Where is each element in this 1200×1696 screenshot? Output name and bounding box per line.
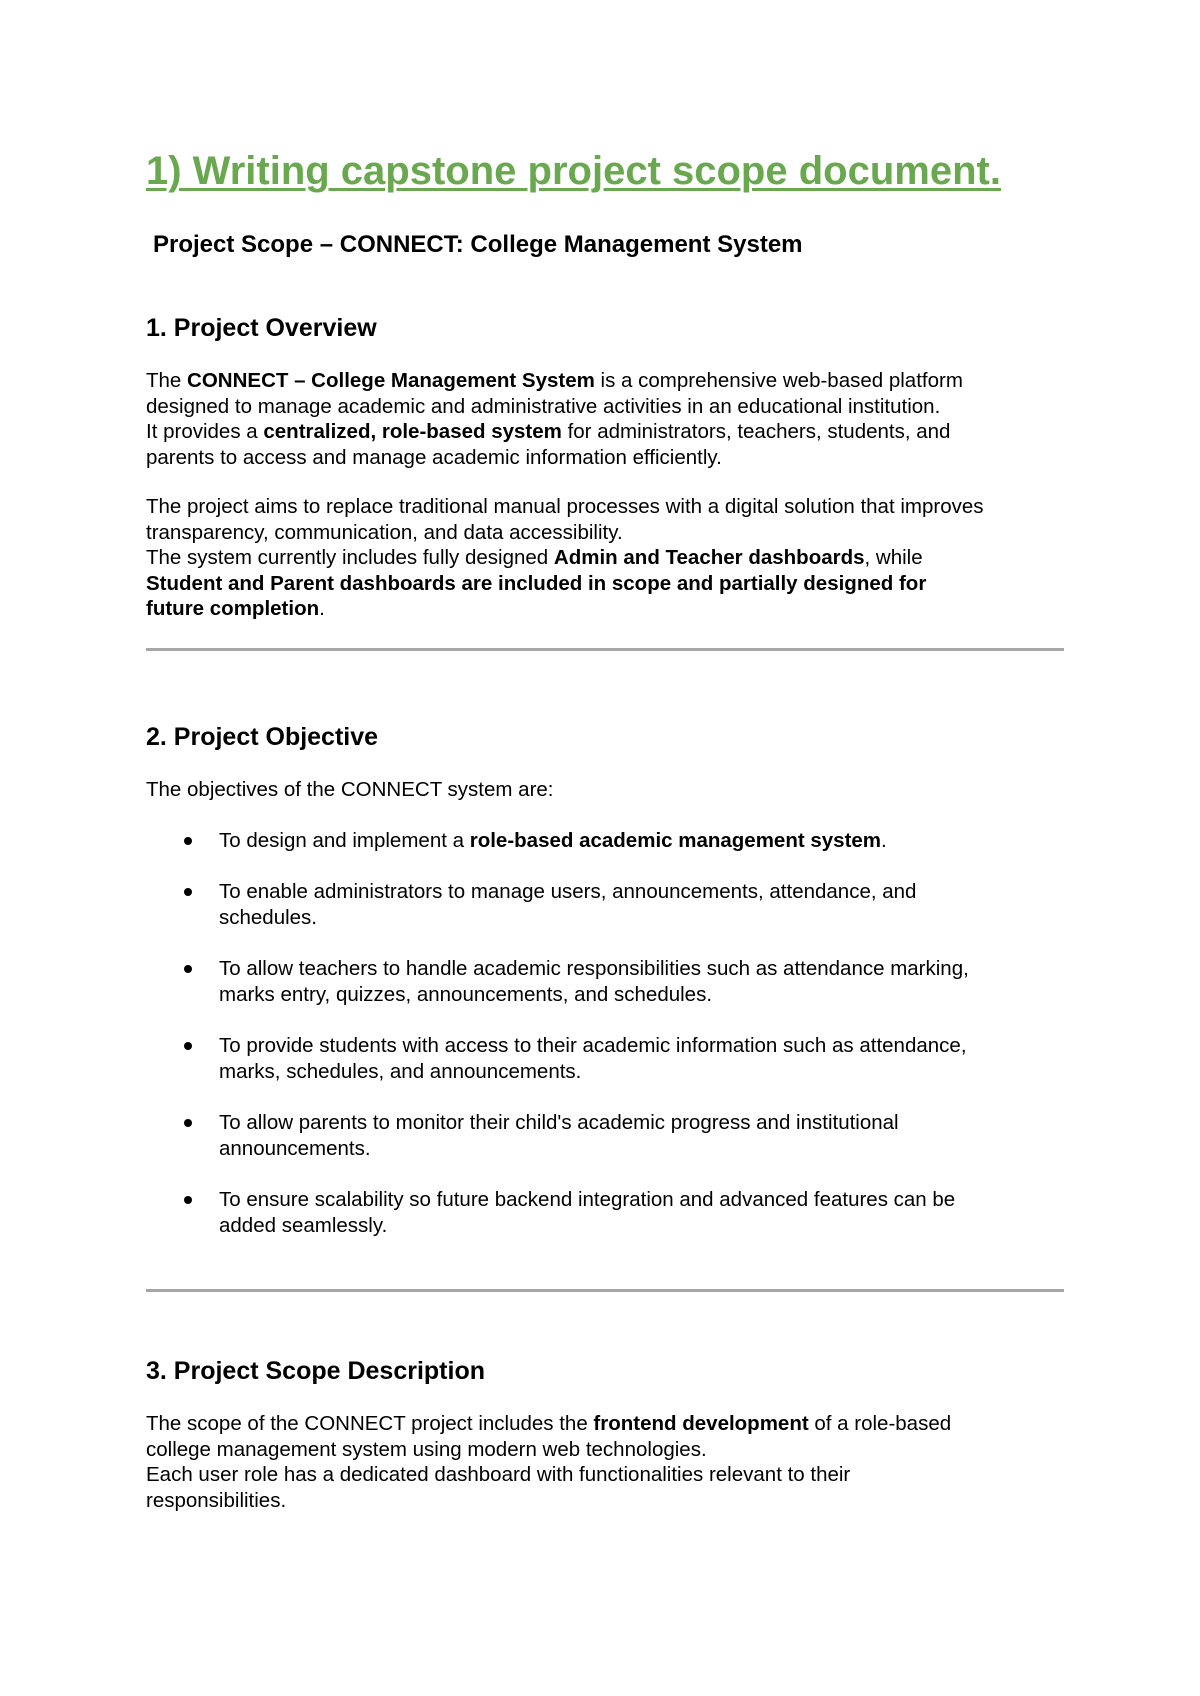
objective-intro: The objectives of the CONNECT system are:	[146, 778, 554, 801]
bullet-icon	[184, 888, 192, 896]
overview-paragraph-1	[146, 368, 1066, 470]
text-line: transparency, communication, and data accessibility.	[146, 520, 623, 544]
text-line: added seamlessly.	[219, 1213, 388, 1237]
text-line: marks, schedules, and announcements.	[219, 1059, 582, 1083]
text-line: To provide students with access to their academic information such as attendance,	[219, 1034, 967, 1057]
document-subtitle: Project Scope – CONNECT: College Management System	[153, 231, 803, 258]
text-run: It provides a	[146, 420, 264, 443]
text-run: The scope of the CONNECT project includes the	[146, 1412, 594, 1435]
bold-text-run: centralized, role-based system	[263, 420, 562, 443]
scope-paragraph	[146, 1411, 1066, 1513]
horizontal-divider	[146, 648, 1064, 651]
bullet-text	[219, 1187, 955, 1238]
text-run: , while	[864, 546, 923, 569]
bold-text-run: Student and Parent dashboards are included in scope and partially designed for	[146, 571, 927, 595]
text-run: .	[881, 829, 887, 852]
bullet-icon	[184, 1042, 192, 1050]
text-line	[219, 828, 887, 854]
text-line: marks entry, quizzes, announcements, and schedules.	[219, 982, 713, 1006]
text-line: announcements.	[219, 1136, 371, 1160]
text-line: The project aims to replace traditional manual processes with a digital solution that improves	[146, 495, 984, 518]
text-line: college management system using modern web technologies.	[146, 1437, 707, 1461]
overview-paragraph-2	[146, 494, 1066, 622]
bullet-text	[219, 956, 969, 1007]
text-run: for administrators, teachers, students, and	[561, 420, 951, 443]
text-line: schedules.	[219, 905, 318, 929]
text-line: responsibilities.	[146, 1488, 287, 1512]
section-heading-scope: 3. Project Scope Description	[146, 1357, 485, 1385]
bold-text-run: future completion	[146, 597, 320, 620]
bullet-text	[219, 1033, 967, 1084]
text-line: parents to access and manage academic information efficiently.	[146, 445, 722, 469]
text-line	[146, 368, 1066, 394]
text-line: To allow teachers to handle academic responsibilities such as attendance marking,	[219, 957, 969, 980]
bold-text-run: frontend development	[593, 1412, 809, 1435]
text-run: of a role-based	[808, 1412, 952, 1435]
bold-text-run: CONNECT – College Management System	[187, 369, 595, 392]
text-line: designed to manage academic and administrative activities in an educational institution.	[146, 394, 941, 418]
bullet-text	[219, 1110, 899, 1161]
bold-text-run: role-based academic management system	[469, 829, 882, 852]
text-line	[146, 1411, 1066, 1437]
bold-text-run: Admin and Teacher dashboards	[553, 546, 865, 569]
horizontal-divider	[146, 1289, 1064, 1292]
text-line	[146, 596, 1066, 622]
text-line: Each user role has a dedicated dashboard with functionalities relevant to their	[146, 1463, 851, 1486]
bullet-icon	[184, 965, 192, 973]
text-run: .	[319, 597, 325, 620]
text-run: is a comprehensive web-based platform	[594, 369, 963, 392]
text-line: To ensure scalability so future backend integration and advanced features can be	[219, 1188, 956, 1211]
text-line	[146, 545, 1066, 571]
section-heading-overview: 1. Project Overview	[146, 314, 377, 342]
text-line: To enable administrators to manage users, announcements, attendance, and	[219, 880, 917, 903]
bullet-icon	[184, 1119, 192, 1127]
text-line: To allow parents to monitor their child's academic progress and institutional	[219, 1111, 899, 1134]
bullet-icon	[184, 837, 192, 845]
bullet-icon	[184, 1196, 192, 1204]
text-line	[146, 571, 1066, 597]
document-title: 1) Writing capstone project scope document.	[146, 149, 1001, 193]
bullet-text	[219, 879, 916, 930]
text-line	[146, 419, 1066, 445]
section-heading-objective: 2. Project Objective	[146, 723, 379, 751]
text-run: To design and implement a	[219, 829, 470, 852]
bullet-text	[219, 828, 887, 854]
text-run: The	[146, 369, 188, 392]
text-run: The system currently includes fully designed	[146, 546, 554, 569]
